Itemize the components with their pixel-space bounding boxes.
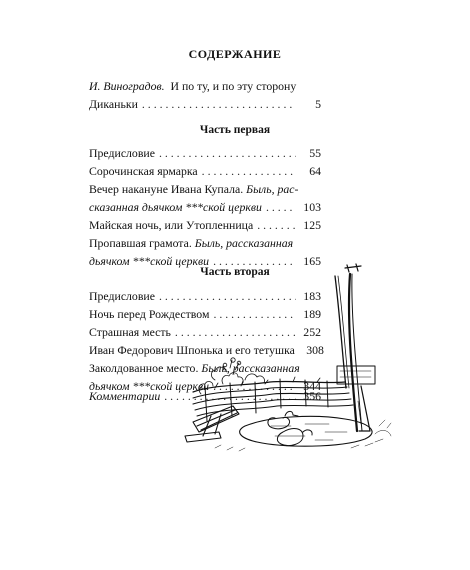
intro-title-line1: И по ту, и по эту сторону	[170, 79, 297, 93]
intro-page: 5	[315, 97, 321, 111]
entry-page: 344	[303, 379, 321, 393]
entry-title: Майская ночь, или Утопленница	[89, 218, 254, 232]
toc-entry-line	[89, 95, 321, 113]
dot-leader	[159, 144, 296, 162]
toc-entry-line	[89, 198, 321, 216]
toc-entry-text	[89, 234, 293, 252]
entry-title: Иван Федорович Шпонька и его тетушка	[89, 343, 295, 357]
intro-author: И. Виноградов.	[89, 79, 165, 93]
part1-title: Часть первая	[199, 124, 271, 136]
toc-entry-mayskaya-noch[interactable]	[89, 216, 321, 234]
entry-subtitle: дьячком ***ской церкви	[89, 379, 210, 393]
entry-title: Предисловие	[89, 146, 155, 160]
dot-leader	[142, 95, 296, 113]
entry-title: Вечер накануне Ивана Купала.	[89, 182, 244, 196]
toc-entry-line	[89, 216, 321, 234]
intro-section	[89, 77, 321, 113]
intro-title-line2: Диканьки	[89, 97, 138, 111]
dot-leader	[257, 216, 296, 234]
toc-entry-line	[89, 77, 321, 95]
pond	[240, 416, 372, 446]
entry-subtitle: дьячком ***ской церкви	[89, 254, 210, 268]
entry-subtitle: Быль, рассказанная	[194, 236, 294, 250]
toc-entry-line	[89, 162, 321, 180]
toc-entry-text	[89, 77, 296, 95]
entry-title: Сорочинская ярмарка	[89, 164, 198, 178]
toc-entry-intro[interactable]	[89, 77, 321, 113]
entry-page: 252	[303, 325, 321, 339]
entry-title: Предисловие	[89, 289, 155, 303]
entry-title: Ночь перед Рождеством	[89, 307, 210, 321]
entry-page: 189	[303, 307, 321, 321]
entry-page: 125	[303, 218, 321, 232]
entry-page: 103	[303, 200, 321, 214]
toc-entry-sorochinskaya-yarmarka[interactable]	[89, 162, 321, 180]
toc-title: СОДЕРЖАНИЕ	[188, 47, 282, 61]
entry-title: Страшная месть	[89, 325, 171, 339]
entry-title: Заколдованное место.	[89, 361, 199, 375]
comments-title: Комментарии	[89, 389, 161, 403]
toc-entry-part1-preface[interactable]	[89, 144, 321, 162]
entry-page: 308	[306, 343, 324, 357]
toc-entry-text	[89, 180, 298, 198]
toc-entry-line	[89, 234, 321, 252]
entry-subtitle: Быль, рассказанная	[201, 361, 300, 375]
dot-leader	[202, 162, 296, 180]
broken-planks	[185, 406, 239, 442]
entry-subtitle: сказанная дьячком ***ской церкви	[89, 200, 262, 214]
well-sweep-illustration	[175, 256, 400, 456]
entry-page: 64	[309, 164, 321, 178]
entry-page: 183	[303, 289, 321, 303]
toc-entry-line	[89, 180, 321, 198]
entry-page: 55	[309, 146, 321, 160]
toc-entry-line	[89, 144, 321, 162]
comments-page: 356	[303, 389, 321, 403]
part2-title: Часть вторая	[200, 266, 270, 278]
entry-page: 165	[303, 254, 321, 268]
part1-list	[89, 144, 321, 270]
entry-subtitle: Быль, рас-	[246, 182, 299, 196]
entry-title: Пропавшая грамота.	[89, 236, 192, 250]
wattle-fence	[193, 377, 353, 421]
toc-entry-vecher-nakanune[interactable]	[89, 180, 321, 216]
dot-leader	[266, 198, 296, 216]
